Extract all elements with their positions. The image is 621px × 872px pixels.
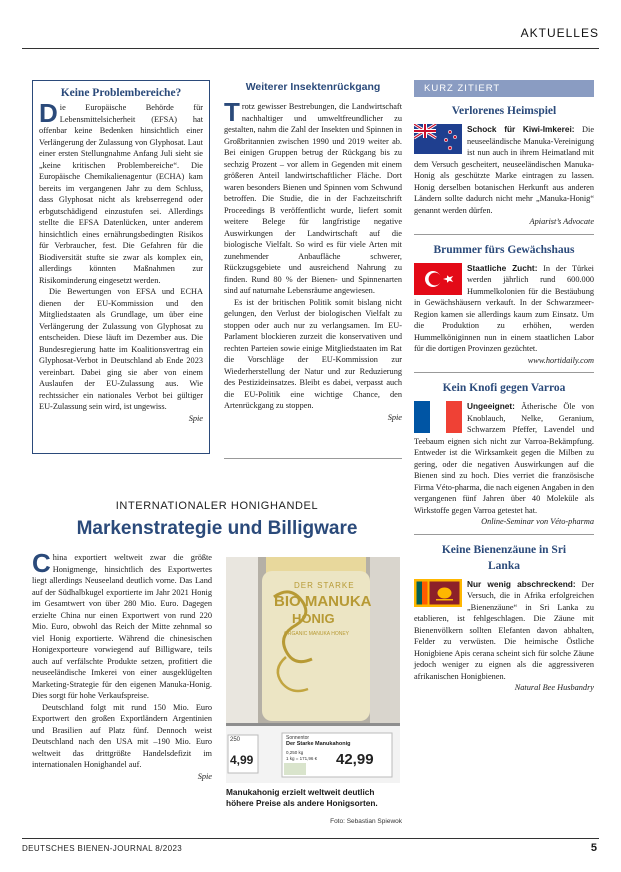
news-title: Kein Knofi gegen Varroa bbox=[442, 382, 566, 394]
shelf-price: 42,99 bbox=[336, 751, 374, 768]
shelf-left-code: 250 bbox=[230, 737, 241, 743]
shelf-weight: 0,250 kg bbox=[286, 750, 304, 755]
france-flag-icon bbox=[414, 401, 462, 433]
article-paragraph-2: Deutschland folgt mit rund 150 Mio. Euro Exportwert den großen Exportländern Argentinien und Brasilien auf Platz fünf. Dennoch weist Deutschland nach den USA mit –190 Mio. Euro weltweit das drittgrößte Handelsdefizit im internationalen Honighandel auf. bbox=[32, 702, 212, 769]
article-headline: Markenstrategie und Billigware bbox=[76, 518, 358, 539]
jar-label-line-3: HONIG bbox=[292, 611, 335, 626]
box-source: Spie bbox=[188, 413, 203, 423]
kurz-zitiert-column bbox=[414, 80, 594, 694]
news-text: Nur wenig abschreckend: Der Versuch, die in Afrika erfolgreichen „Bienenzäune“ in Sri Lanka zu etablieren, ist fehlgeschlagen. Die Zäune mit Bienenvölkern sollten Elefanten davon abhalten, Felder zu verwüsten. Die heimische Östliche Honigbiene Apis cerana scheint sich für solche Zäune jedoch weniger zu eignen als die aggressiveren afrikanischen Honigbienen. bbox=[414, 578, 594, 681]
dropcap: D bbox=[39, 98, 58, 128]
shelf-left-price: 4,99 bbox=[230, 753, 254, 767]
box-paragraph-1: Die Europäische Behörde für Lebensmittelsicherheit (EFSA) hat offenbar keine Bedenken hinsichtlich einer Verlängerung der Zulassung von Glyphosat. Laut einer ersten Stellungnahme Anfang Juli sieht sie „keine kritischen Problembereiche“. Die Europäische Chemikalienagentur (ECHA) kam bereits im vergangenen Jahr zu dem Schluss, dass Glyphosat nicht als krebserregend oder erbgutschädigend einzustufen sei. Allerdings stellte die EFSA Datenlücken, unter anderem hinsichtlich eines ernährungsbedingten Risikos für Verbraucher, fest. Die Gefahren für die Biodiversität stufte sie zwar als komplex ein, allerdings könnten Maßnahmen zur Risikominderung eingesetzt werden. bbox=[39, 98, 203, 285]
news-title: Keine Bienenzäune in Sri Lanka bbox=[441, 543, 567, 572]
honey-jar-illustration bbox=[226, 557, 400, 783]
manuka-honey-photo bbox=[226, 557, 400, 783]
news-title: Brummer fürs Gewächshaus bbox=[433, 243, 575, 256]
dropcap: T bbox=[224, 97, 240, 127]
shelf-brand: Sonnentor bbox=[286, 735, 310, 741]
turkey-flag-icon bbox=[414, 263, 462, 295]
box-paragraph-2: Die Bewertungen von EFSA und ECHA dienen der EU-Kommission und den Mitgliedstaaten als Grundlage, um über eine Verlängerung der Zulassung von Glyphosat zu entscheiden. Diese läuft im Dezember aus. Die Bundesregierung hatte im Koalitionsvertrag ein Glyphosat-Verbot in Deutschland ab Ende 2023 vereinbart. Dabei ging sie aber von einem Auslaufen der EU-Zulassung aus. Wie rechtssicher ein nationales Verbot bei gültiger EU-Zulassung sein wird, ist ungewiss. bbox=[39, 287, 203, 411]
news-source: www.hortidaily.com bbox=[527, 355, 594, 365]
news-item-turkey bbox=[414, 235, 594, 367]
glyphosat-box bbox=[32, 80, 210, 454]
section-label: AKTUELLES bbox=[520, 26, 599, 40]
news-source: Online-Seminar von Véto-pharma bbox=[481, 517, 594, 526]
jar-label-line-4: ORGANIC MANUKA HONEY bbox=[284, 631, 350, 637]
honey-article bbox=[32, 548, 212, 782]
news-item-nz bbox=[414, 97, 594, 228]
column-divider bbox=[224, 458, 402, 459]
page-number: 5 bbox=[590, 842, 597, 854]
photo-credit: Foto: Sebastian Spiewok bbox=[330, 818, 402, 825]
shelf-product: Der Starke Manukahonig bbox=[286, 741, 351, 747]
top-divider bbox=[22, 48, 599, 49]
news-item-sri-lanka bbox=[414, 535, 594, 694]
news-text: Schock für Kiwi-Imkerei: Die neuseeländische Manuka-Vereinigung ist nun auch in ihrem Heimatland mit dem Versuch gescheitert, neuseeländischen Manuka-Honig als geschützte Marke eintragen zu lassen. Honig derselben botanischen Herkunft aus anderen Ländern sollte dadurch nicht mehr „Manuka-Honig“ genannt werden dürfen. bbox=[414, 124, 595, 215]
photo-caption: Manukahonig erzielt weltweit deutlich höhere Preise als andere Honigsorten. bbox=[226, 787, 378, 808]
insect-title: Weiterer Insektenrückgang bbox=[245, 81, 381, 93]
news-title: Verlorenes Heimspiel bbox=[451, 105, 557, 117]
news-text: Staatliche Zucht: In der Türkei werden jährlich rund 600.000 Hummelkolonien für die Bestäubung in Gewächshäusern verkauft. In der Schwarzmeer-Region kamen sie allerdings kaum zum Einsatz. Um die Produktion zu erhöhen, werden Hummelköniginnen nun in einem staatlichen Labor für die dortigen Provinzen gezüchtet. bbox=[414, 262, 594, 353]
article-paragraph-1: China exportiert weltweit zwar die größte Honigmenge, hinsichtlich des Exportwertes liegt allerdings Neuseeland deutlich vorne. Das Land auf der Südhalbkugel exportierte im Jahr 2021 Honig im Gesamtwert von über 280 Mio. Euro. Dagegen erzielte China nur einen Exportwert von rund 220 Mio. Euro, obwohl das Reich der Mitte zehnmal so viel Honig exportierte. Während die chinesischen Honigexporteure vorwiegend auf Billigware, teils auch auf verfälschte Produkte setzen, profitiert die neuseeländische Imkerei von einer ausgeklügelten Marketing-Strategie für den eigenen Manuka-Honig. Dies sorgt für hohe Verkaufspreise. bbox=[32, 548, 212, 700]
news-text: Ungeeignet: Ätherische Öle von Knoblauch, Nelke, Geranium, Schwarzem Pfeffer, Lavendel und Teebaum eignen sich nicht zur Varroa-Bekämpfung. Entweder ist die Wirksamkeit gegen die Milben zu gering, oder die negativen Auswirkungen auf die Bienen sind zu hoch. Dies verriet die französische Firma Véto-pharma, die nach eigenen Angaben in den vergangenen fünf Jahren über 40 Moleküle als Wirkstoffe gegen Varroa getestet hat. bbox=[414, 401, 594, 515]
new-zealand-flag-icon bbox=[414, 124, 462, 154]
shelf-unit-price: 1 kg = 171,96 € bbox=[286, 756, 318, 761]
insect-article bbox=[224, 80, 402, 423]
insect-source: Spie bbox=[387, 412, 402, 422]
insect-paragraph-2: Es ist der britischen Politik somit bislang nicht gelungen, den Verlust der biologischen Vielfalt zu stoppen oder auch nur zu verlangsamen. Im EU-Parlament blockieren zurzeit die konservativen und rechten Parteien sowie einige Mitgliedstaaten im Rat die Vorschläge der EU-Kommission zur Wiederherstellung der Natur und zur Reduzierung des Pestizideinsatzes. Bleibt es dabei, verpasst auch die EU-Politik eine wichtige Chance, den Artenrückgang zu stoppen. bbox=[224, 297, 402, 410]
box-title: Keine Problembereiche? bbox=[60, 87, 182, 99]
dropcap: C bbox=[32, 548, 51, 578]
jar-label-line-1: DER STARKE bbox=[294, 581, 355, 590]
news-item-france bbox=[414, 373, 594, 528]
journal-footer: DEUTSCHES BIENEN-JOURNAL 8/2023 bbox=[22, 844, 183, 853]
news-source: Apiarist’s Advocate bbox=[529, 217, 594, 226]
article-source: Spie bbox=[197, 771, 212, 781]
sri-lanka-flag-icon bbox=[414, 579, 462, 607]
insect-paragraph-1: Trotz gewisser Bestrebungen, die Landwirtschaft nachhaltiger und umweltfreundlicher zu gestalten, nahm die Zahl der Insekten und Spinnen in Großbritannien zwischen 1990 und 2019 weiter ab. Bei einigen Gruppen betrug der Rückgang bis zu sechzig Prozent – vor allem in Gegenden mit einem größeren Anteil landwirtschaftlicher Fläche. Dort waren besonders Bienen und Spinnen vom Schwund betroffen. Die Studie, die in der Fachzeitschrift Proceedings B veröffentlicht wurde, liefert somit weitere Belege für langfristige negative Auswirkungen der Landwirtschaft auf die biologische Vielfalt. So wird es für viele Arten mit zunehmender Anbaufläche schwerer, Rückzugsgebiete und ausreichend Nahrung zu finden. Rund 80 % der Bienen- und Spinnenarten sind auf naturnahe Lebensräume angewiesen. bbox=[224, 97, 402, 295]
article-kicker: INTERNATIONALER HONIGHANDEL bbox=[115, 500, 319, 512]
news-source: Natural Bee Husbandry bbox=[514, 683, 594, 692]
bottom-divider bbox=[22, 838, 599, 839]
kurz-zitiert-label: KURZ ZITIERT bbox=[414, 80, 594, 97]
jar-label-line-2: BIO MANUKA bbox=[274, 593, 372, 610]
